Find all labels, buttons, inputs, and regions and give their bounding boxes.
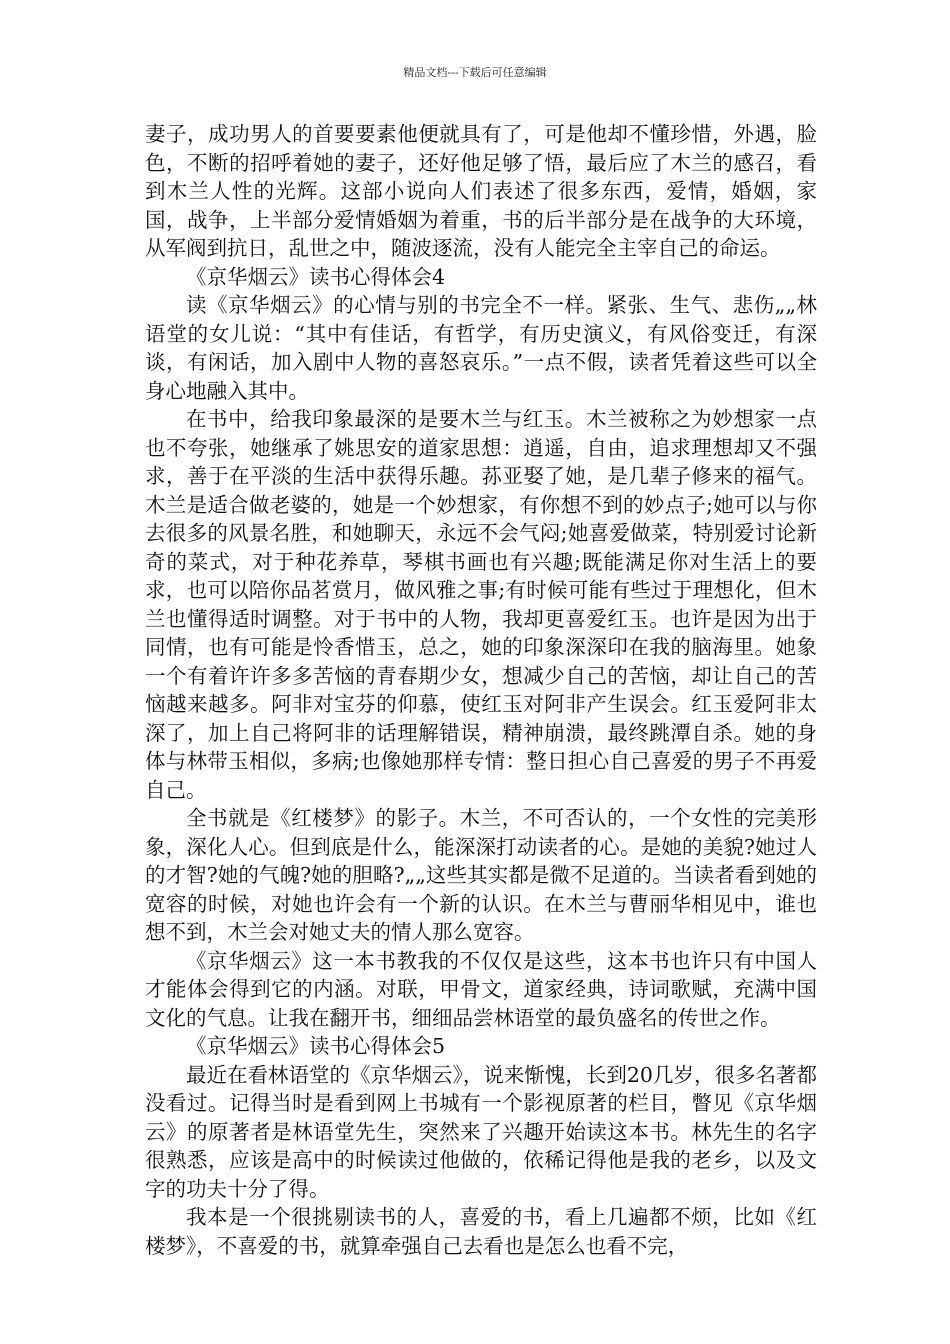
section-heading-4: 《京华烟云》读书心得体会4 (186, 264, 446, 289)
paragraph: 全书就是《红楼梦》的影子。木兰，不可否认的，一个女性的完美形象，深化人心。但到底是什么，能深深打动读者的心。是她的美貌?她过人的才智?她的气魄?她的胆略?„„这些其实都是微不足道的。当读者看到她的宽容的时候，对她也许会有一个新的认识。在木兰与曹丽华相见中，谁也想不到，木兰会对她丈夫的情人那么宽容。 (145, 806, 817, 944)
paragraph: 在书中，给我印象最深的是要木兰与红玉。木兰被称之为妙想家一点也不夸张，她继承了姚思安的道家思想：逍遥，自由，追求理想却又不强求，善于在平淡的生活中获得乐趣。荪亚娶了她，是几辈子修来的福气。木兰是适合做老婆的，她是一个妙想家，有你想不到的妙点子;她可以与你去很多的风景名胜，和她聊天，永远不会气闷;她喜爱做菜，特别爱讨论新奇的菜式，对于种花养草，琴棋书画也有兴趣;既能满足你对生活上的要求，也可以陪你品茗赏月，做风雅之事;有时候可能有些过于理想化，但木兰也懂得适时调整。对于书中的人物，我却更喜爱红玉。也许是因为出于同情，也有可能是怜香惜玉，总之，她的印象深深印在我的脑海里。她象一个有着许许多多苦恼的青春期少女，想减少自己的苦恼，却让自己的苦恼越来越多。阿非对宝芬的仰慕，使红玉对阿非产生误会。红玉爱阿非太深了，加上自己将阿非的话理解错误，精神崩溃，最终跳潭自杀。她的身体与林带玉相似，多病;也像她那样专情：整日担心自己喜爱的男子不再爱自己。 (145, 407, 817, 802)
document-body (145, 120, 817, 1260)
paragraph: 读《京华烟云》的心情与别的书完全不一样。紧张、生气、悲伤„„林语堂的女儿说：“其中有佳话，有哲学，有历史演义，有风俗变迁，有深谈，有闲话，加入剧中人物的喜怒哀乐。”一点不假，读者凭着这些可以全身心地融入其中。 (145, 293, 817, 403)
paragraph-continuation: 妻子，成功男人的首要要素他便就具有了，可是他却不懂珍惜，外遇，脸色，不断的招呼着她的妻子，还好他足够了悟，最后应了木兰的感召，看到木兰人性的光辉。这部小说向人们表述了很多东西，爱情，婚姻，家国，战争，上半部分爱情婚姻为着重，书的后半部分是在战争的大环境，从军阀到抗日，乱世之中，随波逐流，没有人能完全主宰自己的命运。 (145, 122, 817, 260)
page-header: 精品文档---下载后可任意编辑 (403, 66, 547, 79)
paragraph: 《京华烟云》这一本书教我的不仅仅是这些，这本书也许只有中国人才能体会得到它的内涵。对联，甲骨文，道家经典，诗词歌赋，充满中国文化的气息。让我在翻开书，细细品尝林语堂的最负盛名的传世之作。 (145, 948, 817, 1030)
paragraph: 我本是一个很挑剔读书的人，喜爱的书，看上几遍都不烦，比如《红楼梦》，不喜爱的书，就算牵强自己去看也是怎么也看不完， (145, 1205, 817, 1258)
paragraph: 最近在看林语堂的《京华烟云》，说来惭愧，长到20几岁，很多名著都没看过。记得当时是看到网上书城有一个影视原著的栏目，瞥见《京华烟云》的原著者是林语堂先生，突然来了兴趣开始读这本书。林先生的名字很熟悉，应该是高中的时候读过他做的，依稀记得他是我的老乡，以及文字的功夫十分了得。 (145, 1062, 817, 1201)
section-heading-5: 《京华烟云》读书心得体会5 (186, 1034, 446, 1058)
